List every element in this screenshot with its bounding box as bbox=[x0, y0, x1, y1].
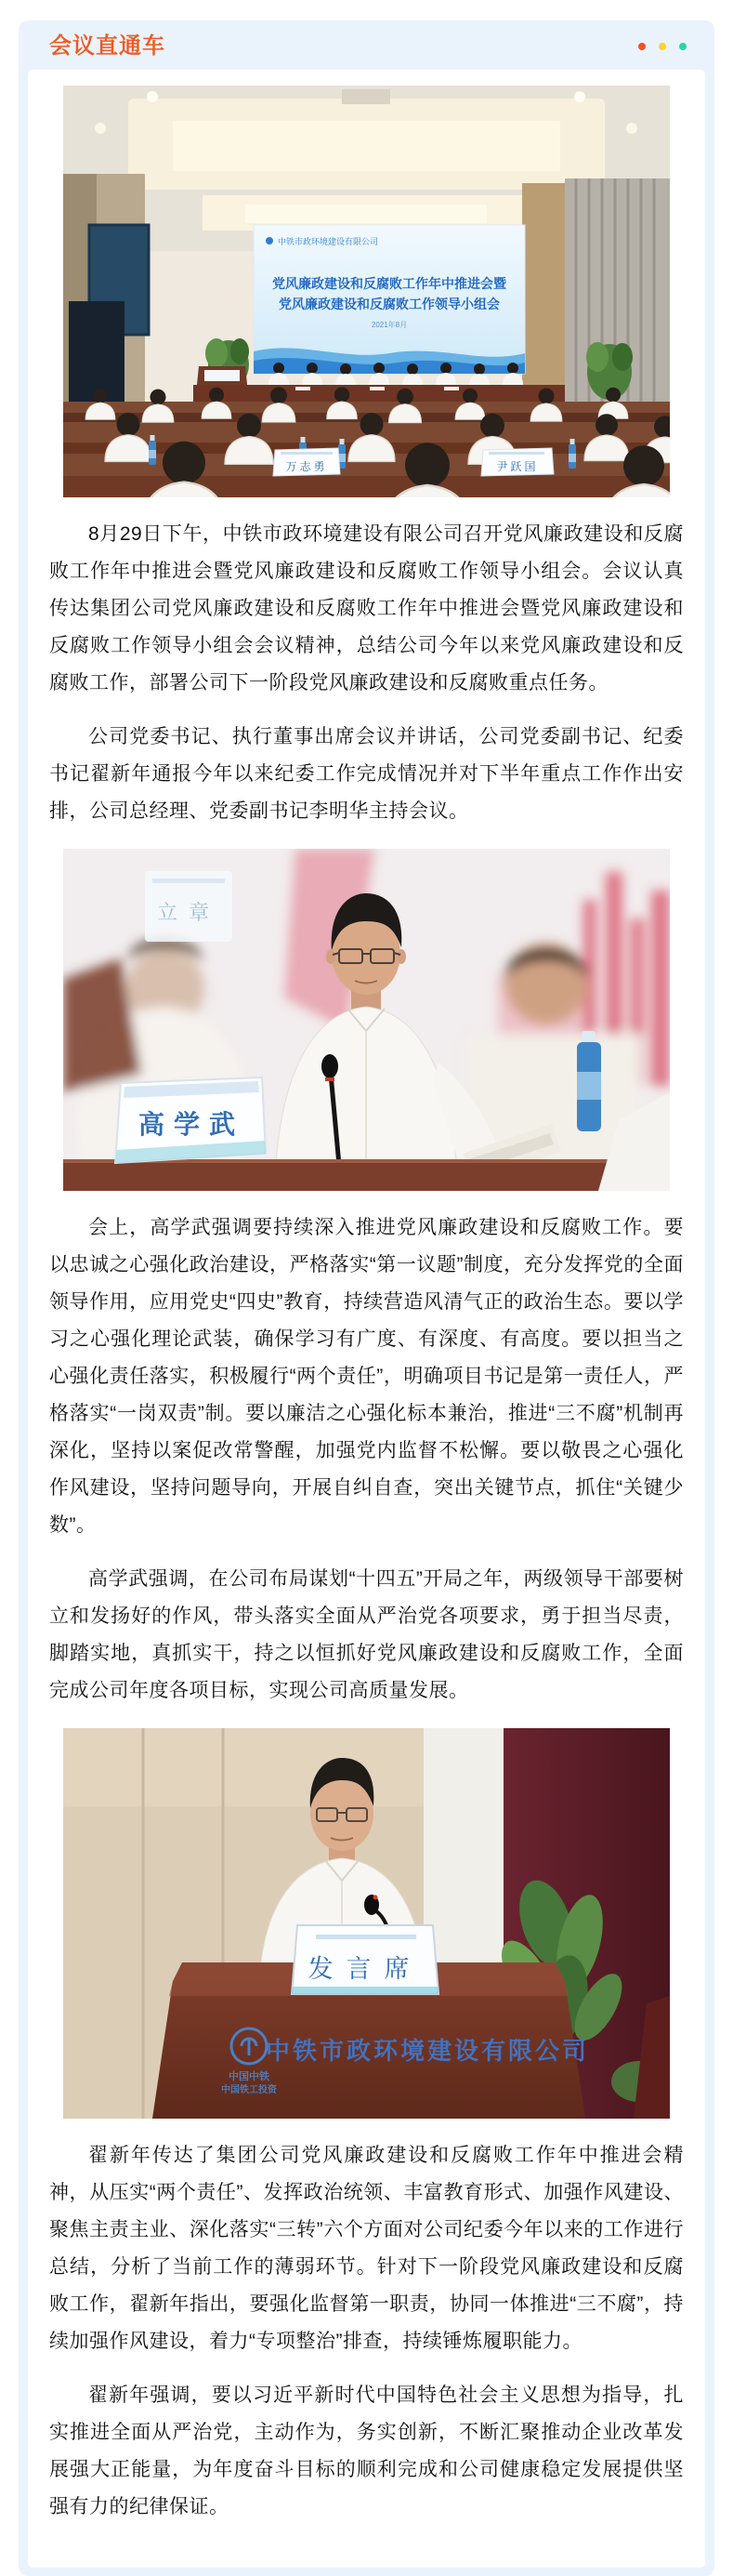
article-paragraph-2: 公司党委书记、执行董事出席会议并讲话，公司党委副书记、纪委书记翟新年通报今年以来纪委工作完成情况并对下半年重点工作作出安排，公司总经理、党委副书记李明华主持会议。 bbox=[49, 726, 684, 822]
gao-name-plate bbox=[115, 1077, 266, 1163]
article-paragraph-6: 翟新年强调，要以习近平新时代中国特色社会主义思想为指导，扎实推进全面从严治党，主动作为，务实创新，不断汇聚推动企业改革发展强大正能量，为年度奋斗目标的顺利完成和公司健康稳定发展提供坚强有力的纪律保证。 bbox=[49, 2384, 684, 2517]
photo-speaker-zhai bbox=[63, 1728, 670, 2119]
photo-speaker-gao bbox=[63, 849, 670, 1191]
name-plate-left bbox=[273, 448, 340, 476]
article-paragraph-5: 翟新年传达了集团公司党风廉政建设和反腐败工作年中推进会精神，从压实“两个责任”、发挥政治统领、丰富教育形式、加强作风建设、聚焦主责主业、深化落实“三转”六个方面对公司纪委今年以来的工作进行总结，分析了当前工作的薄弱环节。针对下一阶段党风廉政建设和反腐败工作，翟新年指出，要强化监督第一职责，协同一体推进“三不腐”，持续加强作风建设，着力“专项整治”排查，持续锤炼履职能力。 bbox=[49, 2145, 684, 2352]
projection-screen bbox=[254, 225, 525, 374]
article-paragraph-1: 8月29日下午，中铁市政环境建设有限公司召开党风廉政建设和反腐败工作年中推进会暨党风廉政建设和反腐败工作领导小组会。会议认真传达集团公司党风廉政建设和反腐败工作年中推进会暨党风廉政建设和反腐败工作领导小组会会议精神，总结公司今年以来党风廉政建设和反腐败工作，部署公司下一阶段党风廉政建设和反腐败重点任务。 bbox=[49, 523, 684, 694]
conference-table bbox=[63, 1159, 670, 1191]
dot-green-icon bbox=[679, 43, 687, 50]
lectern-sign bbox=[292, 1925, 438, 1994]
lectern-sign-text: 发言席 bbox=[308, 1955, 423, 1983]
slide-title-line2: 党风廉政建设和反腐败工作领导小组会 bbox=[279, 297, 500, 311]
name-plate-right bbox=[481, 448, 554, 476]
photo-meeting-room bbox=[63, 86, 670, 497]
podium-logo-text-1: 中国中铁 bbox=[229, 2071, 269, 2082]
article-paragraph-4: 高学武强调，在公司布局谋划“十四五”开局之年，两级领导干部要树立和发扬好的作风，带头落实全面从严治党各项要求，勇于担当尽责，脚踏实地，真抓实干，持之以恒抓好党风廉政建设和反腐败工作，全面完成公司年度各项目标，实现公司高质量发展。 bbox=[49, 1568, 684, 1701]
page-title: 会议直通车 bbox=[49, 33, 165, 59]
article-paragraph-3: 会上，高学武强调要持续深入推进党风廉政建设和反腐败工作。要以忠诚之心强化政治建设，严格落实“第一议题”制度，充分发挥党的全面领导作用，应用党史“四史”教育，持续营造风清气正的政治生态。要以学习之心强化理论武装，确保学习有广度、有深度、有高度。要以担当之心强化责任落实，积极履行“两个责任”，明确项目书记是第一责任人，严格落实“一岗双责”制。要以廉洁之心强化标本兼治，推进“三不腐”机制再深化，坚持以案促改常警醒，加强党内监督不松懈。要以敬畏之心强化作风建设，坚持问题导向，开展自纠自查，突出关键节点，抓住“关键少数”。 bbox=[49, 1217, 684, 1536]
panel-header bbox=[28, 20, 705, 70]
slide-org-text: 中铁市政环境建设有限公司 bbox=[278, 237, 379, 246]
dot-orange-icon bbox=[638, 43, 646, 50]
gao-name-plate-text: 高学武 bbox=[137, 1110, 245, 1139]
back-plate-text: 立章 bbox=[156, 901, 221, 924]
article-card bbox=[28, 70, 705, 2568]
water-bottle-icon bbox=[577, 1031, 601, 1131]
podium-org-text: 中铁市政环境建设有限公司 bbox=[265, 2037, 590, 2065]
podium-logo-text-2: 中国铁工投资 bbox=[221, 2085, 277, 2095]
decorative-dots bbox=[625, 43, 687, 50]
dot-yellow-icon bbox=[659, 43, 666, 50]
slide-date-text: 2021年8月 bbox=[371, 321, 408, 329]
audience-plate-left-text: 万志勇 bbox=[285, 460, 328, 473]
audience-plate-right-text: 尹跃国 bbox=[496, 460, 539, 473]
slide-title-line1: 党风廉政建设和反腐败工作年中推进会暨 bbox=[272, 276, 506, 291]
article-panel bbox=[19, 20, 714, 2576]
back-name-plate bbox=[145, 871, 232, 942]
